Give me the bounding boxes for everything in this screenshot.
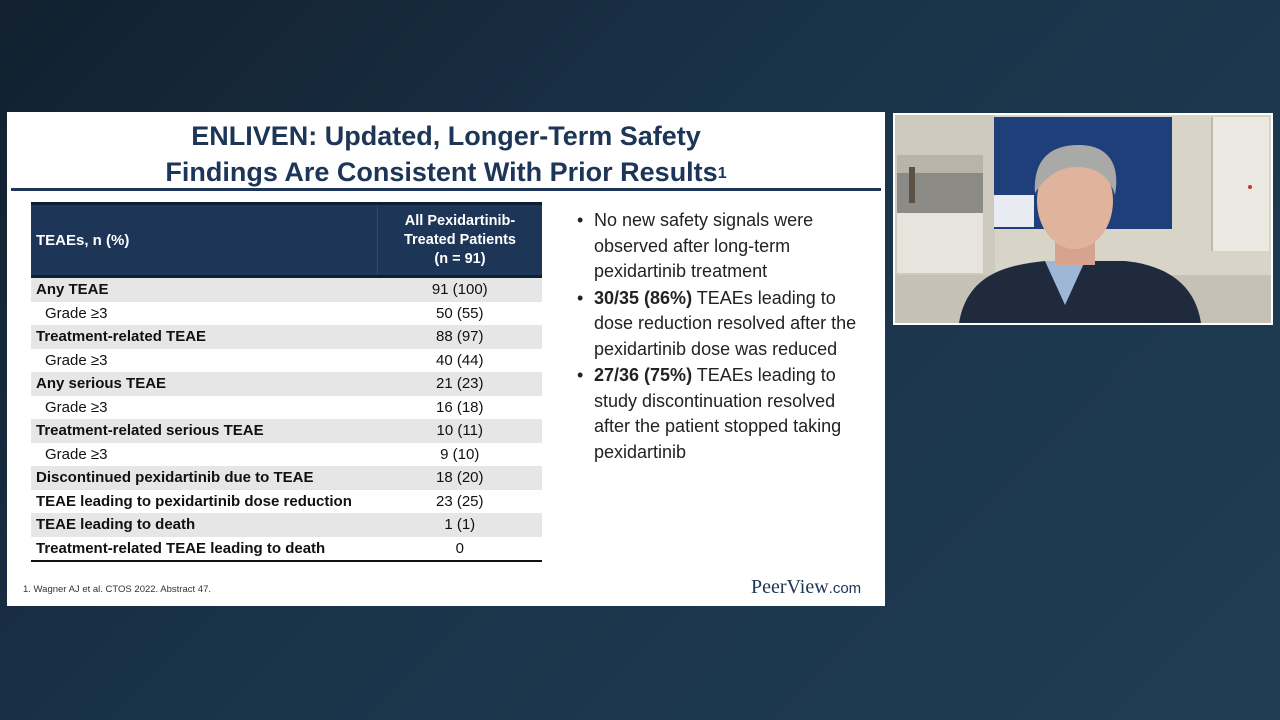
title-divider (11, 188, 881, 191)
row-value: 16 (18) (378, 396, 543, 420)
row-label: TEAE leading to death (31, 513, 378, 537)
header-line3: (n = 91) (434, 250, 486, 267)
header-all-patients (378, 204, 543, 277)
table-body (31, 277, 542, 562)
row-label: Grade ≥3 (31, 396, 378, 420)
row-label: Treatment-related TEAE leading to death (31, 537, 378, 562)
finding-item (577, 286, 867, 363)
row-label: TEAE leading to pexidartinib dose reduction (31, 490, 378, 514)
row-label: Grade ≥3 (31, 349, 378, 373)
table-row (31, 466, 542, 490)
row-label: Grade ≥3 (31, 302, 378, 326)
row-label: Grade ≥3 (31, 443, 378, 467)
header-line2: Treated Patients (403, 231, 516, 248)
table-header-row (31, 204, 542, 277)
table-row (31, 513, 542, 537)
bullet-dot: • (577, 365, 584, 385)
finding-item (577, 363, 867, 465)
row-value: 10 (11) (378, 419, 543, 443)
key-findings-list (577, 208, 867, 466)
table-row (31, 396, 542, 420)
title-footnote-marker: 1 (717, 165, 727, 182)
speaker-video (893, 113, 1273, 325)
finding-text: TEAEs leading to dose reduction resolved after the pexidartinib dose was reduced (594, 287, 857, 359)
row-value: 21 (23) (378, 372, 543, 396)
row-value: 88 (97) (378, 325, 543, 349)
logo-main: PeerView (751, 576, 829, 598)
finding-text: No new safety signals were observed after long-term pexidartinib treatment (594, 210, 814, 281)
table-row (31, 302, 542, 326)
teae-table (31, 202, 542, 562)
row-label: Treatment-related serious TEAE (31, 419, 378, 443)
row-value: 23 (25) (378, 490, 543, 514)
table-row (31, 349, 542, 373)
finding-stat: 30/35 (86%) (594, 287, 693, 308)
table-row (31, 490, 542, 514)
row-value: 18 (20) (378, 466, 543, 490)
finding-text: TEAEs leading to study discontinuation resolved after the patient stopped taking pexidartinib (594, 365, 842, 462)
row-value: 40 (44) (378, 349, 543, 373)
row-value: 91 (100) (378, 277, 543, 302)
slide-title-line1: ENLIVEN: Updated, Longer-Term Safety (191, 121, 701, 151)
logo-suffix: .com (828, 580, 862, 597)
bullet-dot: • (577, 287, 584, 308)
table-row (31, 277, 542, 302)
row-value: 1 (1) (378, 513, 543, 537)
row-label: Treatment-related TEAE (31, 325, 378, 349)
row-value: 50 (55) (378, 302, 543, 326)
peerview-logo (751, 576, 861, 599)
bullet-dot: • (577, 210, 584, 230)
row-value: 9 (10) (378, 443, 543, 467)
finding-item (577, 208, 867, 285)
table-row (31, 537, 542, 562)
slide-title-line2: Findings Are Consistent With Prior Results (165, 157, 718, 187)
finding-stat: 27/36 (75%) (594, 365, 693, 385)
footnote: 1. Wagner AJ et al. CTOS 2022. Abstract 47. (23, 584, 211, 595)
table-row (31, 419, 542, 443)
row-label: Discontinued pexidartinib due to TEAE (31, 466, 378, 490)
slide-title (7, 118, 885, 190)
header-line1: All Pexidartinib- (404, 212, 516, 229)
table-row (31, 443, 542, 467)
table-row (31, 372, 542, 396)
row-value: 0 (378, 537, 543, 562)
header-teaes: TEAEs, n (%) (31, 204, 378, 277)
table-row (31, 325, 542, 349)
row-label: Any TEAE (31, 277, 378, 302)
row-label: Any serious TEAE (31, 372, 378, 396)
speaker-video-image (895, 115, 1271, 323)
presentation-slide (7, 112, 885, 606)
